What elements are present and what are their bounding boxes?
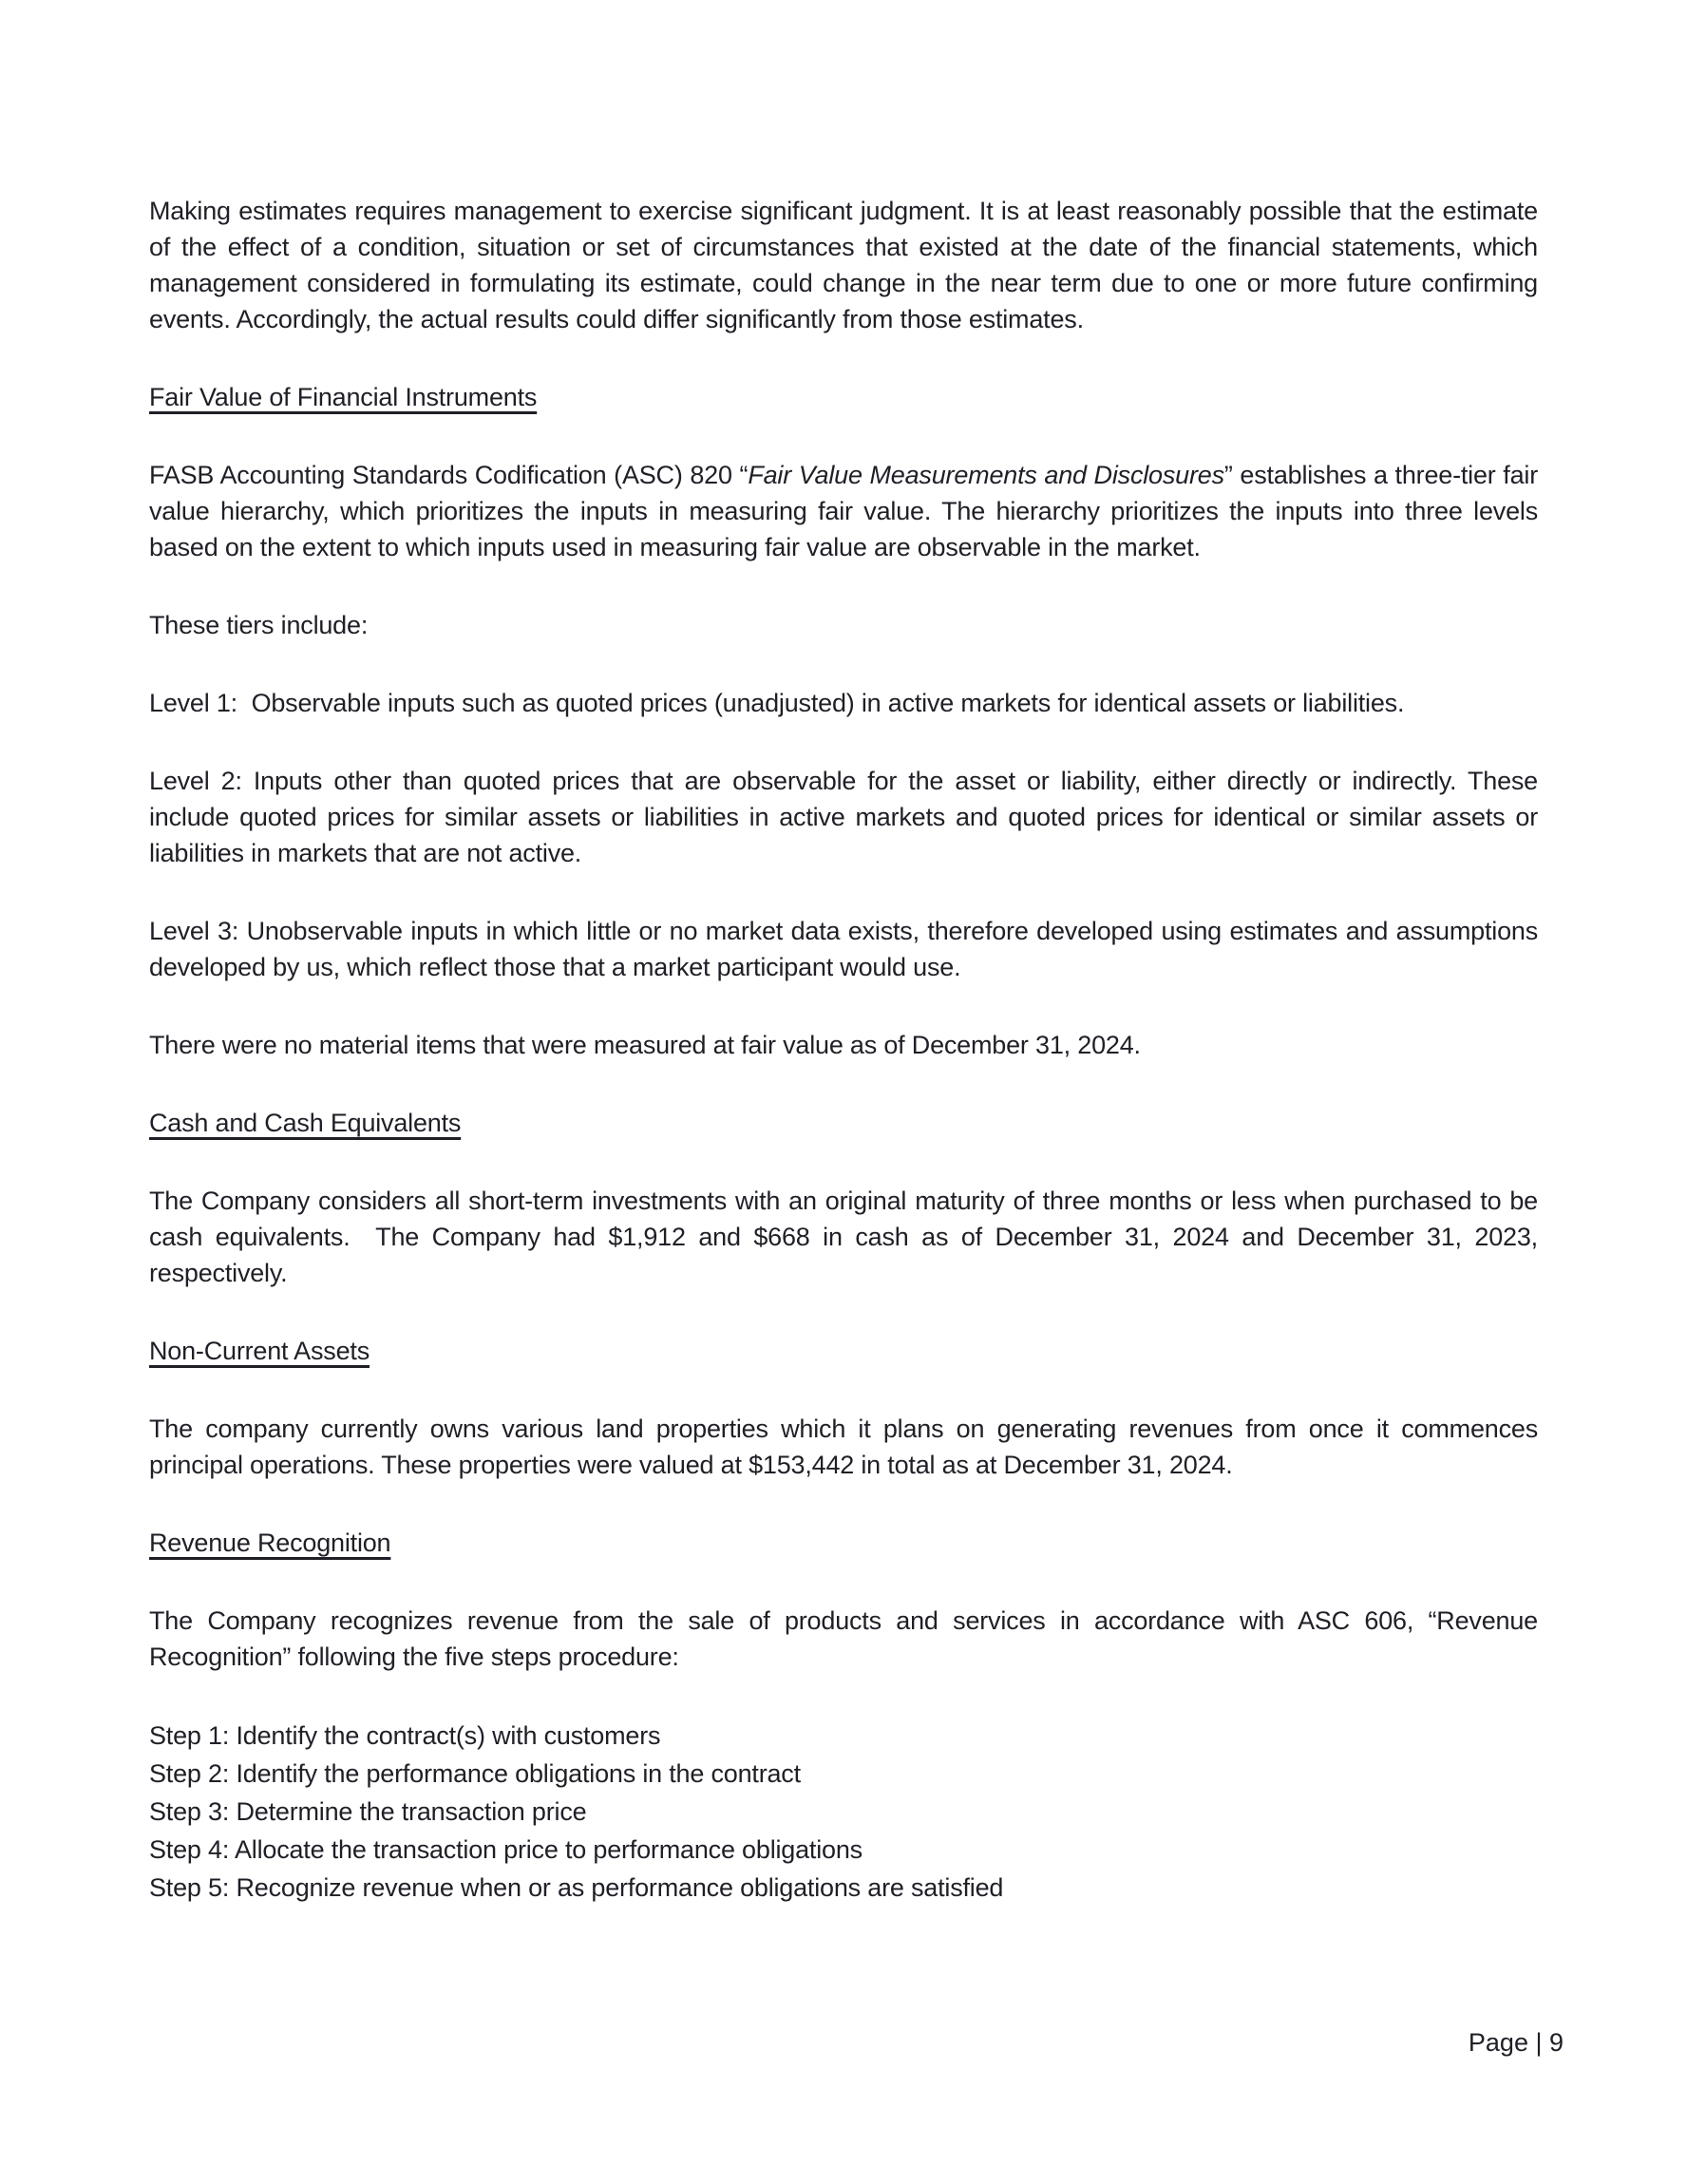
step-4: Step 4: Allocate the transaction price to performance obligations <box>149 1835 862 1864</box>
heading-fair-value-of-financial-instruments: Fair Value of Financial Instruments <box>149 383 538 411</box>
paragraph-non-current-assets: The company currently owns various land properties which it plans on generating revenues from once it commences principal operations. These properties were valued at $153,442 in total as at December 31, 2024. <box>149 1415 1545 1479</box>
fasb-text-after-title: ” establishes a three-tier fair value hierarchy, which prioritizes the inputs in measuring fair value. The hierarchy prioritizes the inputs into three levels based on the extent to which inputs used in measuring fair value are observable in the market. <box>149 461 1545 561</box>
paragraph-fasb-asc-820 <box>149 457 1545 565</box>
revenue-steps-list <box>149 1717 1538 1907</box>
paragraph-level-3: Level 3: Unobservable inputs in which little or no market data exists, therefore developed using estimates and assumptions developed by us, which reflect those that a market participant would use. <box>149 917 1545 981</box>
step-1: Step 1: Identify the contract(s) with customers <box>149 1721 661 1750</box>
paragraph-fair-value-note: There were no material items that were measured at fair value as of December 31, 2024. <box>149 1031 1141 1059</box>
paragraph-level-2: Level 2: Inputs other than quoted prices that are observable for the asset or liability, either directly or indirectly. These include quoted prices for similar assets or liabilities in active markets and quoted prices for identical or similar assets or liabilities in markets that are not active. <box>149 767 1545 867</box>
paragraph-level-1: Level 1: Observable inputs such as quoted prices (unadjusted) in active markets for identical assets or liabilities. <box>149 689 1405 717</box>
step-5: Step 5: Recognize revenue when or as performance obligations are satisfied <box>149 1873 1004 1902</box>
paragraph-revenue-recognition: The Company recognizes revenue from the sale of products and services in accordance with ASC 606, “Revenue Recognition” following the five steps procedure: <box>149 1606 1545 1671</box>
paragraph-cash-equivalents: The Company considers all short-term investments with an original maturity of three months or less when purchased to be cash equivalents. The Company had $1,912 and $668 in cash as of December 31, 2024 and December 31, 2023, respectively. <box>149 1187 1545 1287</box>
paragraph-estimates: Making estimates requires management to exercise significant judgment. It is at least reasonably possible that the estimate of the effect of a condition, situation or set of circumstances that existed at the date of the financial statements, which management considered in formulating its estimate, could change in the near term due to one or more future confirming events. Accordingly, the actual results could differ significantly from those estimates. <box>149 197 1545 333</box>
paragraph-tiers-intro: These tiers include: <box>149 611 369 639</box>
heading-non-current-assets: Non-Current Assets <box>149 1337 370 1365</box>
step-2: Step 2: Identify the performance obligations in the contract <box>149 1759 801 1788</box>
fasb-standard-title: Fair Value Measurements and Disclosures <box>748 461 1224 489</box>
heading-revenue-recognition: Revenue Recognition <box>149 1529 391 1557</box>
heading-cash-and-cash-equivalents: Cash and Cash Equivalents <box>149 1109 462 1137</box>
page-number-footer: Page | 9 <box>1468 2028 1564 2057</box>
step-3: Step 3: Determine the transaction price <box>149 1797 587 1826</box>
fasb-text-before-title: FASB Accounting Standards Codification (ASC) 820 “ <box>149 461 749 489</box>
